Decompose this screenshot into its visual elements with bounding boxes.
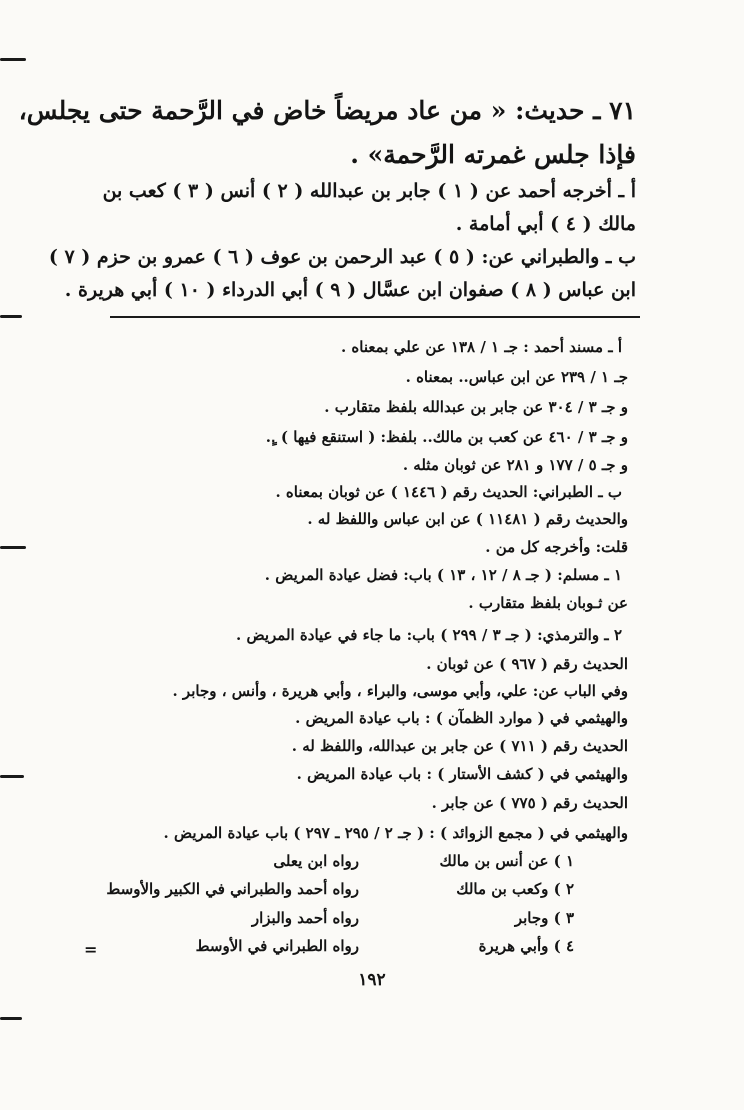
takhrij-b-line-2: ابن عباس ( ٨ ) صفوان ابن عسَّال ( ٩ ) أبي الدرداء ( ١٠ ) أبي هريرة . bbox=[64, 279, 636, 301]
footnote-line: و جـ ٥ / ١٧٧ و ٢٨١ عن ثوبان مثله . bbox=[402, 456, 628, 474]
page-number: ١٩٢ bbox=[358, 970, 386, 990]
narrator-row-1-source: رواه ابن يعلى bbox=[273, 852, 359, 870]
hadith-heading-line-1: ٧١ ـ حديث: « من عاد مريضاً خاض في الرَّحمة حتى يجلس، bbox=[18, 96, 636, 125]
footnote-separator bbox=[110, 316, 640, 318]
footnote-line: والهيثمي في ( موارد الظمآن ) : باب عيادة المريض . bbox=[295, 709, 628, 727]
footnote-line: ٢ ـ والترمذي: ( جـ ٣ / ٢٩٩ ) باب: ما جاء في عيادة المريض . bbox=[236, 626, 622, 644]
footnote-line: ب ـ الطبراني: الحديث رقم ( ١٤٤٦ ) عن ثوبان بمعناه . bbox=[275, 483, 622, 501]
takhrij-a-line-1: أ ـ أخرجه أحمد عن ( ١ ) جابر بن عبدالله ( ٢ ) أنس ( ٣ ) كعب بن bbox=[102, 180, 636, 202]
footnote-line: الحديث رقم ( ٩٦٧ ) عن ثوبان . bbox=[426, 655, 628, 673]
narrator-row-2-name: ٢ ) وكعب بن مالك bbox=[456, 880, 574, 898]
hadith-heading-line-2: فإذا جلس غمرته الرَّحمة» . bbox=[350, 140, 636, 169]
footnote-line: جـ ١ / ٢٣٩ عن ابن عباس.. بمعناه . bbox=[405, 368, 628, 386]
takhrij-b-line-1: ب ـ والطبراني عن: ( ٥ ) عبد الرحمن بن عوف ( ٦ ) عمرو بن حزم ( ٧ ) bbox=[48, 246, 636, 268]
footnote-line: ١ ـ مسلم: ( جـ ٨ / ١٢ ، ١٣ ) باب: فضل عيادة المريض . bbox=[264, 566, 622, 584]
footnote-line: قلت: وأخرجه كل من . bbox=[485, 538, 628, 556]
footnote-line: عن ثـوبان بلفظ متقارب . bbox=[468, 594, 628, 612]
footnote-line: وفي الباب عن: علي، وأبي موسى، والبراء ، وأبي هريرة ، وأنس ، وجابر . bbox=[172, 682, 628, 700]
footnote-line: والحديث رقم ( ١١٤٨١ ) عن ابن عباس واللفظ له . bbox=[307, 510, 628, 528]
narrator-row-3-name: ٣ ) وجابر bbox=[514, 909, 574, 927]
takhrij-a-line-2: مالك ( ٤ ) أبي أمامة . bbox=[455, 213, 636, 235]
narrator-row-4-source: رواه الطبراني في الأوسط bbox=[195, 937, 359, 955]
footnote-line: والهيثمي في ( كشف الأستار ) : باب عيادة المريض . bbox=[296, 765, 628, 783]
narrator-row-3-source: رواه أحمد والبزار bbox=[251, 909, 359, 927]
footnote-line: و جـ ٣ / ٣٠٤ عن جابر بن عبدالله بلفظ متقارب . bbox=[324, 398, 628, 416]
footnote-line: و جـ ٣ / ٤٦٠ عن كعب بن مالك.. بلفظ: ( استنقع فيها ) .ٍ. bbox=[265, 428, 628, 446]
footnote-line: الحديث رقم ( ٧٧٥ ) عن جابر . bbox=[431, 794, 628, 812]
narrator-row-1-name: ١ ) عن أنس بن مالك bbox=[439, 852, 574, 870]
narrator-row-2-source: رواه أحمد والطبراني في الكبير والأوسط bbox=[106, 880, 359, 898]
footnote-line: الحديث رقم ( ٧١١ ) عن جابر بن عبدالله، واللفظ له . bbox=[291, 737, 628, 755]
continuation-mark: = bbox=[84, 940, 98, 959]
narrator-row-4-name: ٤ ) وأبي هريرة bbox=[478, 937, 574, 955]
footnote-line: والهيثمي في ( مجمع الزوائد ) : ( جـ ٢ / ٢٩٥ ـ ٢٩٧ ) باب عيادة المريض . bbox=[163, 824, 628, 842]
footnote-line: أ ـ مسند أحمد : جـ ١ / ١٣٨ عن علي بمعناه . bbox=[340, 338, 622, 356]
